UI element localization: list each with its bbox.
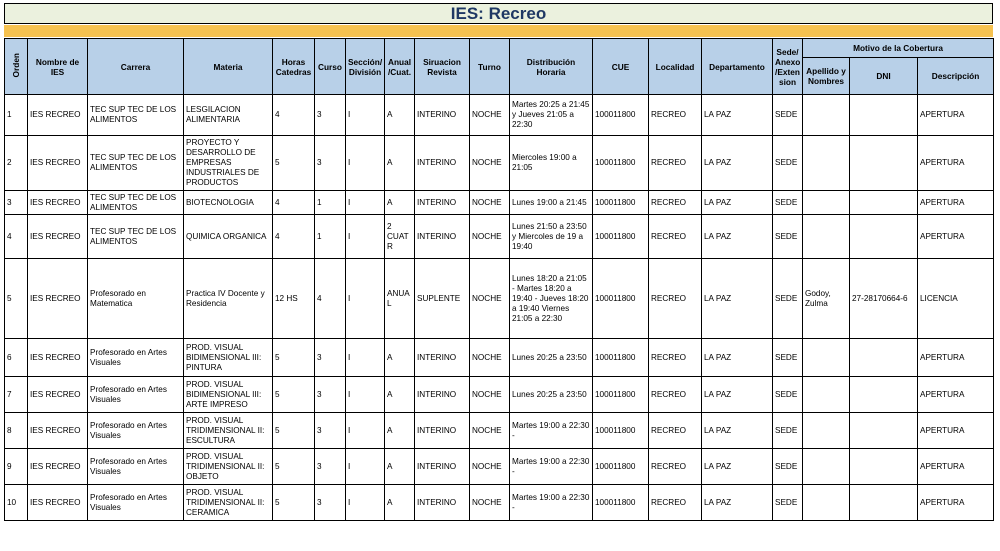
cell-orden: 7 <box>5 377 28 413</box>
cell-seccion: I <box>346 259 385 339</box>
cell-orden: 10 <box>5 485 28 521</box>
cell-horas: 5 <box>273 339 315 377</box>
cell-apellido <box>803 215 850 259</box>
cell-distribucion: Lunes 20:25 a 23:50 <box>510 339 593 377</box>
table-row <box>5 136 994 191</box>
cell-departamento: LA PAZ <box>702 136 773 191</box>
cell-apellido <box>803 136 850 191</box>
cell-descripcion: APERTURA <box>918 449 994 485</box>
cell-distribucion: Martes 19:00 a 22:30 - <box>510 485 593 521</box>
cell-localidad: RECREO <box>649 413 702 449</box>
cell-seccion: I <box>346 136 385 191</box>
cell-carrera: TEC SUP TEC DE LOS ALIMENTOS <box>88 95 184 136</box>
header-cue: CUE <box>593 39 649 95</box>
cell-orden: 3 <box>5 191 28 215</box>
cell-seccion: I <box>346 377 385 413</box>
cell-anual: ANUA L <box>385 259 415 339</box>
table-row <box>5 449 994 485</box>
cell-apellido <box>803 377 850 413</box>
cell-horas: 4 <box>273 191 315 215</box>
table-row <box>5 413 994 449</box>
cell-distribucion: Martes 19:00 a 22:30 - <box>510 449 593 485</box>
cell-situacion: INTERINO <box>415 449 470 485</box>
cell-apellido <box>803 95 850 136</box>
header-turno: Turno <box>470 39 510 95</box>
cell-orden: 6 <box>5 339 28 377</box>
cell-curso: 3 <box>315 95 346 136</box>
cell-apellido <box>803 413 850 449</box>
cell-sede: SEDE <box>773 449 803 485</box>
cell-cue: 100011800 <box>593 485 649 521</box>
cell-turno: NOCHE <box>470 191 510 215</box>
header-departamento: Departamento <box>702 39 773 95</box>
cell-sede: SEDE <box>773 95 803 136</box>
header-apellido: Apellido y Nombres <box>803 58 850 95</box>
cell-curso: 3 <box>315 413 346 449</box>
cell-turno: NOCHE <box>470 136 510 191</box>
cell-horas: 5 <box>273 485 315 521</box>
cell-ies: IES RECREO <box>28 215 88 259</box>
cell-horas: 4 <box>273 215 315 259</box>
cell-horas: 5 <box>273 136 315 191</box>
cell-turno: NOCHE <box>470 259 510 339</box>
cell-departamento: LA PAZ <box>702 215 773 259</box>
cell-anual: 2 CUAT R <box>385 215 415 259</box>
cell-carrera: Profesorado en Artes Visuales <box>88 449 184 485</box>
table-row <box>5 339 994 377</box>
header-motivo: Motivo de la Cobertura <box>803 39 994 58</box>
cell-materia-text: BIOTECNOLOGIA <box>186 197 254 207</box>
cell-situacion: INTERINO <box>415 215 470 259</box>
cell-materia <box>184 377 273 413</box>
cell-cue: 100011800 <box>593 191 649 215</box>
header-nombre-ies: Nombre de IES <box>28 39 88 95</box>
cell-materia <box>184 413 273 449</box>
cell-curso: 3 <box>315 377 346 413</box>
cell-dni <box>850 191 918 215</box>
cell-curso: 1 <box>315 215 346 259</box>
header-carrera: Carrera <box>88 39 184 95</box>
cell-localidad: RECREO <box>649 259 702 339</box>
cell-sede: SEDE <box>773 413 803 449</box>
cell-horas: 4 <box>273 95 315 136</box>
cell-distribucion: Lunes 19:00 a 21:45 <box>510 191 593 215</box>
cell-situacion: INTERINO <box>415 95 470 136</box>
cell-dni <box>850 95 918 136</box>
cell-departamento: LA PAZ <box>702 95 773 136</box>
page-title: IES: Recreo <box>4 3 993 24</box>
cell-ies: IES RECREO <box>28 413 88 449</box>
cell-sede: SEDE <box>773 215 803 259</box>
cell-sede: SEDE <box>773 136 803 191</box>
cell-dni <box>850 377 918 413</box>
cell-localidad: RECREO <box>649 136 702 191</box>
cell-seccion: I <box>346 95 385 136</box>
header-orden: Orden <box>5 39 28 95</box>
cell-descripcion: APERTURA <box>918 485 994 521</box>
cell-apellido <box>803 339 850 377</box>
cell-cue: 100011800 <box>593 339 649 377</box>
coverage-table <box>4 38 994 521</box>
cell-localidad: RECREO <box>649 95 702 136</box>
cell-anual: A <box>385 413 415 449</box>
cell-turno: NOCHE <box>470 95 510 136</box>
cell-materia <box>184 191 273 215</box>
cell-curso: 3 <box>315 136 346 191</box>
header-curso: Curso <box>315 39 346 95</box>
cell-curso: 1 <box>315 191 346 215</box>
table-row <box>5 377 994 413</box>
cell-curso: 3 <box>315 485 346 521</box>
cell-localidad: RECREO <box>649 485 702 521</box>
header-anual: Anual /Cuat. <box>385 39 415 95</box>
cell-descripcion: LICENCIA <box>918 259 994 339</box>
header-localidad: Localidad <box>649 39 702 95</box>
cell-dni <box>850 449 918 485</box>
cell-seccion: I <box>346 339 385 377</box>
cell-orden: 4 <box>5 215 28 259</box>
cell-dni <box>850 485 918 521</box>
cell-descripcion: APERTURA <box>918 377 994 413</box>
cell-carrera: Profesorado en Artes Visuales <box>88 377 184 413</box>
cell-turno: NOCHE <box>470 377 510 413</box>
header-descripcion: Descripción <box>918 58 994 95</box>
cell-situacion: INTERINO <box>415 413 470 449</box>
cell-dni <box>850 339 918 377</box>
cell-localidad: RECREO <box>649 449 702 485</box>
cell-sede: SEDE <box>773 377 803 413</box>
cell-curso: 4 <box>315 259 346 339</box>
cell-dni: 27-28170664-6 <box>850 259 918 339</box>
cell-dni <box>850 215 918 259</box>
cell-seccion: I <box>346 215 385 259</box>
cell-situacion: SUPLENTE <box>415 259 470 339</box>
cell-apellido <box>803 191 850 215</box>
cell-turno: NOCHE <box>470 215 510 259</box>
cell-situacion: INTERINO <box>415 485 470 521</box>
cell-materia-text: PROD. VISUAL BIDIMENSIONAL III: ARTE IMPRESO <box>186 379 262 409</box>
cell-localidad: RECREO <box>649 215 702 259</box>
cell-horas: 12 HS <box>273 259 315 339</box>
cell-ies: IES RECREO <box>28 136 88 191</box>
cell-apellido <box>803 485 850 521</box>
cell-ies: IES RECREO <box>28 377 88 413</box>
cell-cue: 100011800 <box>593 377 649 413</box>
cell-departamento: LA PAZ <box>702 485 773 521</box>
cell-departamento: LA PAZ <box>702 259 773 339</box>
header-situacion: Siruacion Revista <box>415 39 470 95</box>
cell-seccion: I <box>346 485 385 521</box>
accent-band <box>4 25 993 37</box>
header-sede: Sede/ Anexo /Exten sion <box>773 39 803 95</box>
cell-cue: 100011800 <box>593 413 649 449</box>
table-row <box>5 191 994 215</box>
cell-carrera: TEC SUP TEC DE LOS ALIMENTOS <box>88 136 184 191</box>
cell-localidad: RECREO <box>649 339 702 377</box>
cell-ies: IES RECREO <box>28 259 88 339</box>
table-row <box>5 259 994 339</box>
cell-descripcion: APERTURA <box>918 95 994 136</box>
cell-cue: 100011800 <box>593 259 649 339</box>
cell-ies: IES RECREO <box>28 485 88 521</box>
cell-seccion: I <box>346 191 385 215</box>
cell-dni <box>850 413 918 449</box>
cell-anual: A <box>385 377 415 413</box>
cell-materia <box>184 215 273 259</box>
cell-anual: A <box>385 136 415 191</box>
cell-ies: IES RECREO <box>28 95 88 136</box>
cell-anual: A <box>385 95 415 136</box>
cell-materia <box>184 485 273 521</box>
cell-materia-text: QUIMICA ORGANICA <box>186 231 267 241</box>
cell-seccion: I <box>346 413 385 449</box>
cell-anual: A <box>385 485 415 521</box>
cell-materia-text: LESGILACION ALIMENTARIA <box>186 105 241 124</box>
cell-descripcion: APERTURA <box>918 136 994 191</box>
cell-orden: 8 <box>5 413 28 449</box>
cell-sede: SEDE <box>773 191 803 215</box>
table-row <box>5 95 994 136</box>
cell-materia-text: PROD. VISUAL TRIDIMENSIONAL II: OBJETO <box>186 451 265 481</box>
cell-materia-text: PROD. VISUAL TRIDIMENSIONAL II: ESCULTURA <box>186 415 265 445</box>
cell-departamento: LA PAZ <box>702 449 773 485</box>
cell-materia <box>184 339 273 377</box>
cell-materia-text: PROYECTO Y DESARROLLO DE EMPRESAS INDUSTRIALES DE PRODUCTOS <box>186 138 260 187</box>
cell-carrera: Profesorado en Artes Visuales <box>88 413 184 449</box>
cell-materia <box>184 259 273 339</box>
cell-turno: NOCHE <box>470 413 510 449</box>
cell-materia-text: PROD. VISUAL TRIDIMENSIONAL II: CERAMICA <box>186 487 265 517</box>
cell-departamento: LA PAZ <box>702 377 773 413</box>
cell-orden: 2 <box>5 136 28 191</box>
cell-dni <box>850 136 918 191</box>
cell-departamento: LA PAZ <box>702 413 773 449</box>
cell-carrera: Profesorado en Matematica <box>88 259 184 339</box>
cell-distribucion: Martes 19:00 a 22:30 - <box>510 413 593 449</box>
cell-seccion: I <box>346 449 385 485</box>
cell-ies: IES RECREO <box>28 191 88 215</box>
cell-localidad: RECREO <box>649 191 702 215</box>
cell-cue: 100011800 <box>593 95 649 136</box>
cell-anual: A <box>385 449 415 485</box>
cell-carrera: Profesorado en Artes Visuales <box>88 339 184 377</box>
header-seccion: Sección/ División <box>346 39 385 95</box>
cell-turno: NOCHE <box>470 485 510 521</box>
cell-situacion: INTERINO <box>415 339 470 377</box>
cell-materia-text: PROD. VISUAL BIDIMENSIONAL III: PINTURA <box>186 342 262 372</box>
cell-cue: 100011800 <box>593 449 649 485</box>
cell-carrera: Profesorado en Artes Visuales <box>88 485 184 521</box>
cell-distribucion: Miercoles 19:00 a 21:05 <box>510 136 593 191</box>
table-row <box>5 215 994 259</box>
cell-carrera: TEC SUP TEC DE LOS ALIMENTOS <box>88 191 184 215</box>
cell-horas: 5 <box>273 413 315 449</box>
cell-orden: 9 <box>5 449 28 485</box>
cell-situacion: INTERINO <box>415 377 470 413</box>
cell-descripcion: APERTURA <box>918 413 994 449</box>
cell-descripcion: APERTURA <box>918 191 994 215</box>
cell-sede: SEDE <box>773 259 803 339</box>
cell-curso: 3 <box>315 339 346 377</box>
header-distribucion: Distribución Horaria <box>510 39 593 95</box>
header-dni: DNI <box>850 58 918 95</box>
cell-horas: 5 <box>273 377 315 413</box>
cell-situacion: INTERINO <box>415 136 470 191</box>
cell-orden: 5 <box>5 259 28 339</box>
cell-situacion: INTERINO <box>415 191 470 215</box>
cell-departamento: LA PAZ <box>702 191 773 215</box>
cell-distribucion: Martes 20:25 a 21:45 y Jueves 21:05 a 22:30 <box>510 95 593 136</box>
cell-materia-text: Practica IV Docente y Residencia <box>186 288 265 308</box>
cell-anual: A <box>385 191 415 215</box>
cell-cue: 100011800 <box>593 136 649 191</box>
cell-materia <box>184 136 273 191</box>
cell-orden: 1 <box>5 95 28 136</box>
cell-turno: NOCHE <box>470 339 510 377</box>
cell-horas: 5 <box>273 449 315 485</box>
cell-sede: SEDE <box>773 485 803 521</box>
cell-sede: SEDE <box>773 339 803 377</box>
cell-localidad: RECREO <box>649 377 702 413</box>
cell-curso: 3 <box>315 449 346 485</box>
cell-turno: NOCHE <box>470 449 510 485</box>
cell-carrera: TEC SUP TEC DE LOS ALIMENTOS <box>88 215 184 259</box>
cell-cue: 100011800 <box>593 215 649 259</box>
cell-ies: IES RECREO <box>28 449 88 485</box>
header-horas: Horas Catedras <box>273 39 315 95</box>
cell-distribucion: Lunes 21:50 a 23:50 y Miercoles de 19 a 19:40 <box>510 215 593 259</box>
cell-materia <box>184 95 273 136</box>
table-row <box>5 485 994 521</box>
cell-distribucion: Lunes 18:20 a 21:05 - Martes 18:20 a 19:40 - Jueves 18:20 a 19:40 Viernes 21:05 a 22:30 <box>510 259 593 339</box>
cell-departamento: LA PAZ <box>702 339 773 377</box>
cell-ies: IES RECREO <box>28 339 88 377</box>
cell-apellido: Godoy, Zulma <box>803 259 850 339</box>
cell-anual: A <box>385 339 415 377</box>
cell-descripcion: APERTURA <box>918 215 994 259</box>
header-materia: Materia <box>184 39 273 95</box>
cell-materia <box>184 449 273 485</box>
cell-apellido <box>803 449 850 485</box>
cell-descripcion: APERTURA <box>918 339 994 377</box>
cell-distribucion: Lunes 20:25 a 23:50 <box>510 377 593 413</box>
